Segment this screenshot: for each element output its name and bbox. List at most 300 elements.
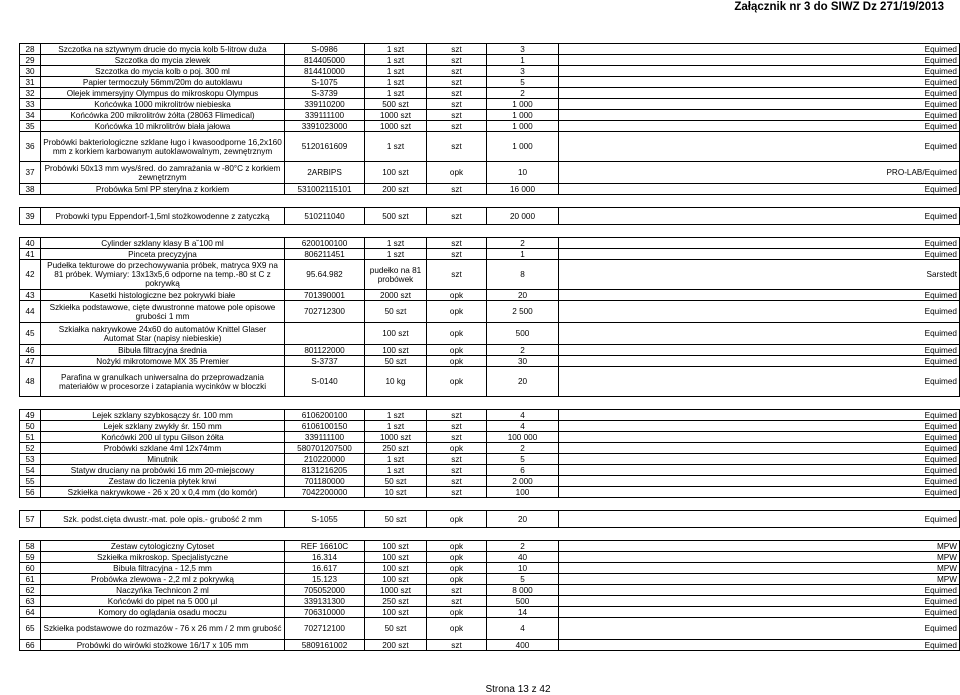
cell-count: 2 bbox=[487, 541, 559, 552]
cell-count: 2 bbox=[487, 88, 559, 99]
cell-code: 814410000 bbox=[285, 66, 365, 77]
cell-unit: opk bbox=[427, 345, 487, 356]
table-row bbox=[20, 238, 960, 249]
cell-unit: szt bbox=[427, 640, 487, 651]
cell-code: 701180000 bbox=[285, 476, 365, 487]
cell-producer: Equimed bbox=[559, 640, 960, 651]
cell-lp: 57 bbox=[20, 511, 41, 528]
table-row bbox=[20, 249, 960, 260]
cell-lp: 35 bbox=[20, 121, 41, 132]
cell-lp: 36 bbox=[20, 132, 41, 162]
cell-count: 2 bbox=[487, 443, 559, 454]
cell-qty: 50 szt bbox=[365, 511, 427, 528]
cell-name: Szkiałka nakrywkowe 24x60 do automatów Knittel Glaser Automat Star (napisy niebieskie) bbox=[41, 323, 285, 345]
cell-count: 3 bbox=[487, 44, 559, 55]
cell-count: 2 bbox=[487, 345, 559, 356]
cell-code: 339131300 bbox=[285, 596, 365, 607]
attachment-header: Załącznik nr 3 do SIWZ Dz 271/19/2013 bbox=[734, 1, 944, 13]
cell-count: 500 bbox=[487, 323, 559, 345]
cell-name: Pudełka tekturowe do przechowywania próbek, matryca 9X9 na 81 próbek. Wymiary: 13x13x5,6 odporne na temp.-80 st C z pokrywką bbox=[41, 260, 285, 290]
cell-count: 500 bbox=[487, 596, 559, 607]
row-spacer-cell bbox=[20, 225, 960, 238]
cell-unit: opk bbox=[427, 323, 487, 345]
cell-count: 6 bbox=[487, 465, 559, 476]
table-row bbox=[20, 99, 960, 110]
cell-lp: 29 bbox=[20, 55, 41, 66]
cell-lp: 55 bbox=[20, 476, 41, 487]
cell-name: Szkiełka podstawowe, cięte dwustronne matowe pole opisowe grubości 1 mm bbox=[41, 301, 285, 323]
cell-name: Probówka zlewowa - 2,2 ml z pokrywką bbox=[41, 574, 285, 585]
cell-code: 16.314 bbox=[285, 552, 365, 563]
cell-lp: 63 bbox=[20, 596, 41, 607]
cell-qty: 100 szt bbox=[365, 552, 427, 563]
cell-qty: 10 szt bbox=[365, 487, 427, 498]
cell-code: 95.64.982 bbox=[285, 260, 365, 290]
cell-unit: opk bbox=[427, 574, 487, 585]
cell-producer: Equimed bbox=[559, 249, 960, 260]
cell-name: Szczotka na sztywnym drucie do mycia kolb 5-litrow duża bbox=[41, 44, 285, 55]
cell-code: S-1075 bbox=[285, 77, 365, 88]
cell-unit: opk bbox=[427, 541, 487, 552]
cell-lp: 53 bbox=[20, 454, 41, 465]
cell-count: 1 000 bbox=[487, 121, 559, 132]
cell-code: 5809161002 bbox=[285, 640, 365, 651]
cell-unit: opk bbox=[427, 356, 487, 367]
cell-count: 10 bbox=[487, 162, 559, 184]
cell-producer: Equimed bbox=[559, 476, 960, 487]
cell-qty: 50 szt bbox=[365, 301, 427, 323]
cell-lp: 60 bbox=[20, 563, 41, 574]
cell-name: Pinceta precyzyjna bbox=[41, 249, 285, 260]
cell-producer: MPW bbox=[559, 563, 960, 574]
cell-qty: 1 szt bbox=[365, 238, 427, 249]
row-spacer-cell bbox=[20, 195, 960, 208]
table-row bbox=[20, 574, 960, 585]
cell-code: S-3739 bbox=[285, 88, 365, 99]
cell-qty: 1 szt bbox=[365, 410, 427, 421]
table-row bbox=[20, 541, 960, 552]
cell-count: 1 000 bbox=[487, 110, 559, 121]
cell-count: 4 bbox=[487, 421, 559, 432]
cell-unit: szt bbox=[427, 77, 487, 88]
cell-name: Probówki do wirówki stożkowe 16/17 x 105 mm bbox=[41, 640, 285, 651]
table-row bbox=[20, 66, 960, 77]
cell-name: Probowki typu Eppendorf-1,5ml stożkowodenne z zatyczką bbox=[41, 208, 285, 225]
cell-lp: 44 bbox=[20, 301, 41, 323]
cell-qty: 100 szt bbox=[365, 345, 427, 356]
cell-count: 3 bbox=[487, 66, 559, 77]
cell-code: 701390001 bbox=[285, 290, 365, 301]
cell-qty: 200 szt bbox=[365, 640, 427, 651]
cell-name: Kasetki histologiczne bez pokrywki białe bbox=[41, 290, 285, 301]
cell-unit: szt bbox=[427, 132, 487, 162]
cell-lp: 39 bbox=[20, 208, 41, 225]
cell-qty: 100 szt bbox=[365, 162, 427, 184]
cell-lp: 32 bbox=[20, 88, 41, 99]
cell-qty: 1 szt bbox=[365, 465, 427, 476]
cell-producer: Equimed bbox=[559, 290, 960, 301]
cell-name: Szkiełka nakrywkowe - 26 x 20 x 0,4 mm (do komór) bbox=[41, 487, 285, 498]
cell-lp: 47 bbox=[20, 356, 41, 367]
cell-lp: 50 bbox=[20, 421, 41, 432]
cell-name: Szkiełka mikroskop. Specjalistyczne bbox=[41, 552, 285, 563]
cell-code: 8131216205 bbox=[285, 465, 365, 476]
table-row bbox=[20, 184, 960, 195]
cell-name: Olejek immersyjny Olympus do mikroskopu Olympus bbox=[41, 88, 285, 99]
cell-lp: 65 bbox=[20, 618, 41, 640]
cell-lp: 34 bbox=[20, 110, 41, 121]
cell-unit: szt bbox=[427, 66, 487, 77]
cell-lp: 52 bbox=[20, 443, 41, 454]
row-spacer-cell bbox=[20, 397, 960, 410]
cell-code: 801122000 bbox=[285, 345, 365, 356]
cell-unit: opk bbox=[427, 511, 487, 528]
cell-name: Lejek szklany zwykły śr. 150 mm bbox=[41, 421, 285, 432]
cell-producer: Equimed bbox=[559, 421, 960, 432]
cell-qty: 100 szt bbox=[365, 607, 427, 618]
cell-qty: 50 szt bbox=[365, 356, 427, 367]
cell-unit: szt bbox=[427, 55, 487, 66]
cell-count: 20 000 bbox=[487, 208, 559, 225]
cell-code: S-0986 bbox=[285, 44, 365, 55]
cell-count: 5 bbox=[487, 454, 559, 465]
cell-name: Minutnik bbox=[41, 454, 285, 465]
cell-name: Naczyńka Technicon 2 ml bbox=[41, 585, 285, 596]
cell-qty: 50 szt bbox=[365, 618, 427, 640]
cell-code: 339111100 bbox=[285, 432, 365, 443]
cell-qty: 250 szt bbox=[365, 596, 427, 607]
cell-qty: 1000 szt bbox=[365, 121, 427, 132]
cell-name: Nożyki mikrotomowe MX 35 Premier bbox=[41, 356, 285, 367]
cell-lp: 58 bbox=[20, 541, 41, 552]
cell-name: Probówka 5ml PP sterylna z korkiem bbox=[41, 184, 285, 195]
cell-producer: Equimed bbox=[559, 585, 960, 596]
cell-unit: szt bbox=[427, 476, 487, 487]
cell-code: REF 16610C bbox=[285, 541, 365, 552]
cell-count: 1 000 bbox=[487, 132, 559, 162]
cell-code: S-1055 bbox=[285, 511, 365, 528]
cell-qty: 1 szt bbox=[365, 88, 427, 99]
cell-producer: Equimed bbox=[559, 110, 960, 121]
cell-qty: 1000 szt bbox=[365, 110, 427, 121]
cell-code: 6106200100 bbox=[285, 410, 365, 421]
table-row bbox=[20, 44, 960, 55]
cell-unit: szt bbox=[427, 596, 487, 607]
table-row bbox=[20, 356, 960, 367]
cell-name: Cylinder szklany klasy B a˘100 ml bbox=[41, 238, 285, 249]
cell-code: 339111100 bbox=[285, 110, 365, 121]
table-row bbox=[20, 208, 960, 225]
cell-qty: 100 szt bbox=[365, 323, 427, 345]
cell-unit: szt bbox=[427, 487, 487, 498]
cell-code: 702712100 bbox=[285, 618, 365, 640]
cell-lp: 59 bbox=[20, 552, 41, 563]
cell-count: 1 000 bbox=[487, 99, 559, 110]
row-spacer bbox=[20, 195, 960, 208]
cell-unit: szt bbox=[427, 410, 487, 421]
row-spacer bbox=[20, 397, 960, 410]
table-row bbox=[20, 260, 960, 290]
cell-unit: szt bbox=[427, 208, 487, 225]
table-row bbox=[20, 585, 960, 596]
cell-producer: Equimed bbox=[559, 511, 960, 528]
cell-producer: Equimed bbox=[559, 607, 960, 618]
cell-name: Probówki 50x13 mm wys/śred. do zamrażania w -80°C z korkiem zewnętrznym bbox=[41, 162, 285, 184]
cell-name: Lejek szklany szybkosączy śr. 100 mm bbox=[41, 410, 285, 421]
cell-unit: opk bbox=[427, 563, 487, 574]
cell-unit: opk bbox=[427, 301, 487, 323]
cell-producer: Equimed bbox=[559, 44, 960, 55]
table-row bbox=[20, 640, 960, 651]
cell-lp: 61 bbox=[20, 574, 41, 585]
row-spacer-cell bbox=[20, 498, 960, 511]
cell-name: Końcówki 200 ul typu Gilson żółta bbox=[41, 432, 285, 443]
cell-producer: Equimed bbox=[559, 323, 960, 345]
cell-producer: Equimed bbox=[559, 443, 960, 454]
cell-producer: Equimed bbox=[559, 55, 960, 66]
cell-code: 531002115101 bbox=[285, 184, 365, 195]
cell-count: 100 bbox=[487, 487, 559, 498]
cell-producer: Equimed bbox=[559, 66, 960, 77]
cell-qty: 1 szt bbox=[365, 77, 427, 88]
cell-producer: Equimed bbox=[559, 77, 960, 88]
table-row bbox=[20, 121, 960, 132]
cell-producer: Equimed bbox=[559, 487, 960, 498]
cell-code: 5120161609 bbox=[285, 132, 365, 162]
cell-qty: 1000 szt bbox=[365, 432, 427, 443]
cell-name: Zestaw cytologiczny Cytoset bbox=[41, 541, 285, 552]
cell-count: 1 bbox=[487, 55, 559, 66]
cell-lp: 54 bbox=[20, 465, 41, 476]
cell-producer: MPW bbox=[559, 541, 960, 552]
table-row bbox=[20, 162, 960, 184]
cell-lp: 28 bbox=[20, 44, 41, 55]
cell-qty: 1 szt bbox=[365, 66, 427, 77]
cell-qty: 1 szt bbox=[365, 44, 427, 55]
cell-producer: MPW bbox=[559, 574, 960, 585]
cell-qty: 200 szt bbox=[365, 184, 427, 195]
table-row bbox=[20, 421, 960, 432]
cell-code: 6200100100 bbox=[285, 238, 365, 249]
table-row bbox=[20, 607, 960, 618]
cell-unit: szt bbox=[427, 465, 487, 476]
cell-name: Końcówka 200 mikrolitrów żółta (28063 Flimedical) bbox=[41, 110, 285, 121]
cell-unit: szt bbox=[427, 454, 487, 465]
table-row bbox=[20, 323, 960, 345]
cell-qty: 1 szt bbox=[365, 454, 427, 465]
cell-producer: Equimed bbox=[559, 238, 960, 249]
items-table-body bbox=[20, 44, 960, 651]
cell-code: 7042200000 bbox=[285, 487, 365, 498]
cell-name: Szczotka do mycia zlewek bbox=[41, 55, 285, 66]
cell-name: Papier termoczuły 56mm/20m do autoklawu bbox=[41, 77, 285, 88]
cell-lp: 41 bbox=[20, 249, 41, 260]
cell-name: Szkiełka podstawowe do rozmazów - 76 x 26 mm / 2 mm grubość bbox=[41, 618, 285, 640]
table-row bbox=[20, 410, 960, 421]
cell-qty: 10 kg bbox=[365, 367, 427, 397]
cell-qty: 1000 szt bbox=[365, 585, 427, 596]
cell-count: 4 bbox=[487, 410, 559, 421]
cell-lp: 64 bbox=[20, 607, 41, 618]
cell-producer: Equimed bbox=[559, 410, 960, 421]
cell-code: 210220000 bbox=[285, 454, 365, 465]
cell-code: 580701207500 bbox=[285, 443, 365, 454]
cell-producer: Equimed bbox=[559, 121, 960, 132]
cell-qty: 500 szt bbox=[365, 208, 427, 225]
cell-lp: 51 bbox=[20, 432, 41, 443]
table-row bbox=[20, 55, 960, 66]
cell-qty: 100 szt bbox=[365, 541, 427, 552]
cell-unit: szt bbox=[427, 432, 487, 443]
row-spacer bbox=[20, 225, 960, 238]
cell-producer: Equimed bbox=[559, 356, 960, 367]
cell-unit: szt bbox=[427, 184, 487, 195]
cell-lp: 30 bbox=[20, 66, 41, 77]
cell-code: 15.123 bbox=[285, 574, 365, 585]
cell-name: Szczotka do mycia kolb o poj. 300 ml bbox=[41, 66, 285, 77]
cell-name: Szk. podst.cięta dwustr.-mat. pole opis.- grubość 2 mm bbox=[41, 511, 285, 528]
cell-producer: Equimed bbox=[559, 367, 960, 397]
table-row bbox=[20, 563, 960, 574]
cell-lp: 43 bbox=[20, 290, 41, 301]
cell-unit: opk bbox=[427, 290, 487, 301]
cell-count: 5 bbox=[487, 574, 559, 585]
cell-code: 806211451 bbox=[285, 249, 365, 260]
items-table bbox=[19, 43, 960, 651]
cell-lp: 46 bbox=[20, 345, 41, 356]
cell-lp: 33 bbox=[20, 99, 41, 110]
page-number: Strona 13 z 42 bbox=[485, 684, 551, 695]
table-row bbox=[20, 487, 960, 498]
cell-qty: 100 szt bbox=[365, 574, 427, 585]
table-row bbox=[20, 465, 960, 476]
table-row bbox=[20, 618, 960, 640]
cell-count: 14 bbox=[487, 607, 559, 618]
cell-unit: szt bbox=[427, 585, 487, 596]
cell-producer: PRO-LAB/Equimed bbox=[559, 162, 960, 184]
cell-code bbox=[285, 323, 365, 345]
cell-qty: 100 szt bbox=[365, 563, 427, 574]
cell-lp: 56 bbox=[20, 487, 41, 498]
cell-count: 5 bbox=[487, 77, 559, 88]
cell-count: 30 bbox=[487, 356, 559, 367]
cell-count: 8 000 bbox=[487, 585, 559, 596]
cell-code: 705052000 bbox=[285, 585, 365, 596]
cell-code: 702712300 bbox=[285, 301, 365, 323]
cell-code: 6106100150 bbox=[285, 421, 365, 432]
cell-lp: 31 bbox=[20, 77, 41, 88]
cell-unit: szt bbox=[427, 44, 487, 55]
cell-lp: 38 bbox=[20, 184, 41, 195]
cell-unit: szt bbox=[427, 238, 487, 249]
table-row bbox=[20, 476, 960, 487]
row-spacer bbox=[20, 528, 960, 541]
table-row bbox=[20, 596, 960, 607]
cell-unit: szt bbox=[427, 249, 487, 260]
cell-code: 3391023000 bbox=[285, 121, 365, 132]
cell-producer: Equimed bbox=[559, 618, 960, 640]
cell-code: 339110200 bbox=[285, 99, 365, 110]
cell-count: 2 500 bbox=[487, 301, 559, 323]
cell-producer: Equimed bbox=[559, 208, 960, 225]
cell-unit: opk bbox=[427, 443, 487, 454]
cell-name: Końcówka 10 mikrolitrów biała jałowa bbox=[41, 121, 285, 132]
cell-producer: Sarstedt bbox=[559, 260, 960, 290]
row-spacer bbox=[20, 498, 960, 511]
cell-qty: pudełko na 81 probówek bbox=[365, 260, 427, 290]
cell-name: Bibuła filtracyjna - 12,5 mm bbox=[41, 563, 285, 574]
table-row bbox=[20, 367, 960, 397]
cell-producer: Equimed bbox=[559, 301, 960, 323]
cell-qty: 500 szt bbox=[365, 99, 427, 110]
cell-count: 20 bbox=[487, 511, 559, 528]
table-row bbox=[20, 77, 960, 88]
cell-count: 4 bbox=[487, 618, 559, 640]
cell-count: 2 000 bbox=[487, 476, 559, 487]
cell-count: 20 bbox=[487, 367, 559, 397]
cell-producer: Equimed bbox=[559, 454, 960, 465]
cell-count: 2 bbox=[487, 238, 559, 249]
table-row bbox=[20, 443, 960, 454]
cell-unit: szt bbox=[427, 88, 487, 99]
cell-qty: 1 szt bbox=[365, 55, 427, 66]
cell-qty: 2000 szt bbox=[365, 290, 427, 301]
cell-code: 814405000 bbox=[285, 55, 365, 66]
cell-lp: 37 bbox=[20, 162, 41, 184]
table-row bbox=[20, 345, 960, 356]
cell-code: 510211040 bbox=[285, 208, 365, 225]
cell-count: 20 bbox=[487, 290, 559, 301]
cell-qty: 1 szt bbox=[365, 249, 427, 260]
cell-code: 2ARBIPS bbox=[285, 162, 365, 184]
cell-name: Końcówka 1000 mikrolitrów niebieska bbox=[41, 99, 285, 110]
table-row bbox=[20, 132, 960, 162]
table-row bbox=[20, 301, 960, 323]
cell-lp: 49 bbox=[20, 410, 41, 421]
cell-lp: 62 bbox=[20, 585, 41, 596]
cell-count: 40 bbox=[487, 552, 559, 563]
cell-lp: 45 bbox=[20, 323, 41, 345]
table-row bbox=[20, 290, 960, 301]
cell-producer: Equimed bbox=[559, 465, 960, 476]
cell-qty: 1 szt bbox=[365, 421, 427, 432]
cell-code: S-0140 bbox=[285, 367, 365, 397]
cell-unit: szt bbox=[427, 99, 487, 110]
cell-lp: 66 bbox=[20, 640, 41, 651]
table-row bbox=[20, 432, 960, 443]
cell-count: 8 bbox=[487, 260, 559, 290]
cell-producer: Equimed bbox=[559, 432, 960, 443]
cell-unit: opk bbox=[427, 162, 487, 184]
cell-unit: opk bbox=[427, 367, 487, 397]
cell-name: Parafina w granulkach uniwersalna do przeprowadzania materiałów w procesorze i zatapiania wycinków w bloczki bbox=[41, 367, 285, 397]
row-spacer-cell bbox=[20, 528, 960, 541]
cell-name: Statyw druciany na probówki 16 mm 20-miejscowy bbox=[41, 465, 285, 476]
cell-code: 16.617 bbox=[285, 563, 365, 574]
table-row bbox=[20, 454, 960, 465]
cell-name: Probówki bakteriologiczne szklane ługo i kwasoodporne 16,2x160 mm z korkiem karbowanym autoklawowalnym, zewnętrznym bbox=[41, 132, 285, 162]
cell-count: 1 bbox=[487, 249, 559, 260]
cell-name: Komory do oglądania osadu moczu bbox=[41, 607, 285, 618]
cell-unit: opk bbox=[427, 607, 487, 618]
cell-lp: 48 bbox=[20, 367, 41, 397]
cell-count: 16 000 bbox=[487, 184, 559, 195]
cell-name: Zestaw do liczenia płytek krwi bbox=[41, 476, 285, 487]
cell-qty: 1 szt bbox=[365, 132, 427, 162]
cell-lp: 42 bbox=[20, 260, 41, 290]
table-row bbox=[20, 552, 960, 563]
cell-unit: opk bbox=[427, 618, 487, 640]
